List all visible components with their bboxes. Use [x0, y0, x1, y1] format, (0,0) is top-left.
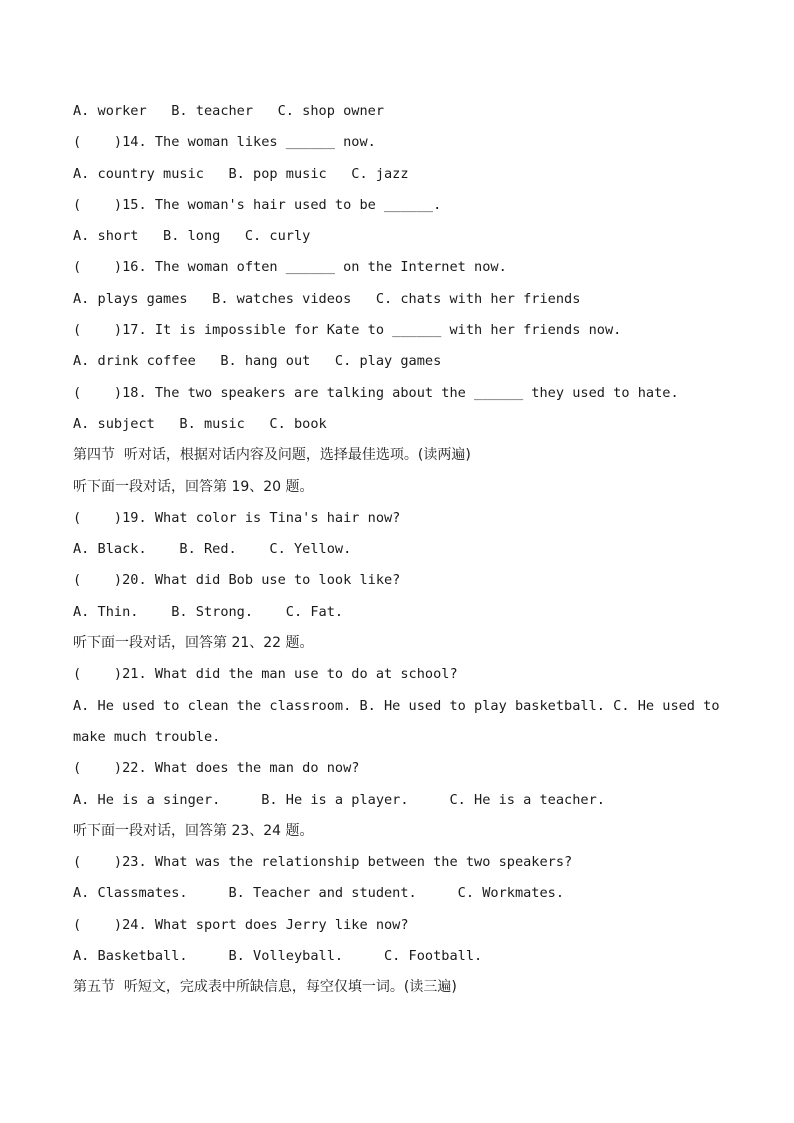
q23-stem: ( )23. What was the relationship between the two speakers? — [73, 854, 573, 871]
q18-options: A. subject B. music C. book — [73, 415, 327, 432]
q24-stem: ( )24. What sport does Jerry like now? — [73, 916, 409, 933]
q17-options: A. drink coffee B. hang out C. play games — [73, 353, 442, 370]
document-page — [73, 96, 743, 1004]
q16-options: A. plays games B. watches videos C. chats with her friends — [73, 290, 581, 307]
q18-stem: ( )18. The two speakers are talking about the ______ they used to hate. — [73, 384, 679, 401]
q16-stem: ( )16. The woman often ______ on the Internet now. — [73, 259, 507, 276]
q20-stem: ( )20. What did Bob use to look like? — [73, 572, 401, 589]
q13-options: A. worker B. teacher C. shop owner — [73, 103, 384, 119]
q22-stem: ( )22. What does the man do now? — [73, 760, 360, 777]
q19-stem: ( )19. What color is Tina's hair now? — [73, 509, 401, 526]
section-4-heading: 第四节 听对话，根据对话内容及问题，选择最佳选项。(读两遍) — [73, 447, 471, 464]
q19-options: A. Black. B. Red. C. Yellow. — [73, 541, 352, 558]
dialogue-instruction-21-22: 听下面一段对话，回答第 21、22 题。 — [73, 635, 314, 652]
q24-options: A. Basketball. B. Volleyball. C. Football. — [73, 948, 483, 965]
q23-options: A. Classmates. B. Teacher and student. C. Workmates. — [73, 885, 565, 902]
q15-options: A. short B. long C. curly — [73, 228, 311, 245]
q21-options: A. He used to clean the classroom. B. He used to play basketball. C. He used to make much trouble. — [73, 697, 720, 745]
dialogue-instruction-23-24: 听下面一段对话，回答第 23、24 题。 — [73, 822, 314, 839]
section-5-heading: 第五节 听短文，完成表中所缺信息，每空仅填一词。(读三遍) — [73, 979, 457, 996]
dialogue-instruction-19-20: 听下面一段对话，回答第 19、20 题。 — [73, 478, 314, 495]
q14-options: A. country music B. pop music C. jazz — [73, 165, 409, 182]
q20-options: A. Thin. B. Strong. C. Fat. — [73, 603, 344, 620]
q22-options: A. He is a singer. B. He is a player. C. He is a teacher. — [73, 791, 605, 808]
q14-stem: ( )14. The woman likes ______ now. — [73, 134, 376, 151]
q15-stem: ( )15. The woman's hair used to be ______. — [73, 196, 442, 213]
q21-stem: ( )21. What did the man use to do at school? — [73, 666, 458, 683]
q17-stem: ( )17. It is impossible for Kate to ______ with her friends now. — [73, 322, 622, 339]
